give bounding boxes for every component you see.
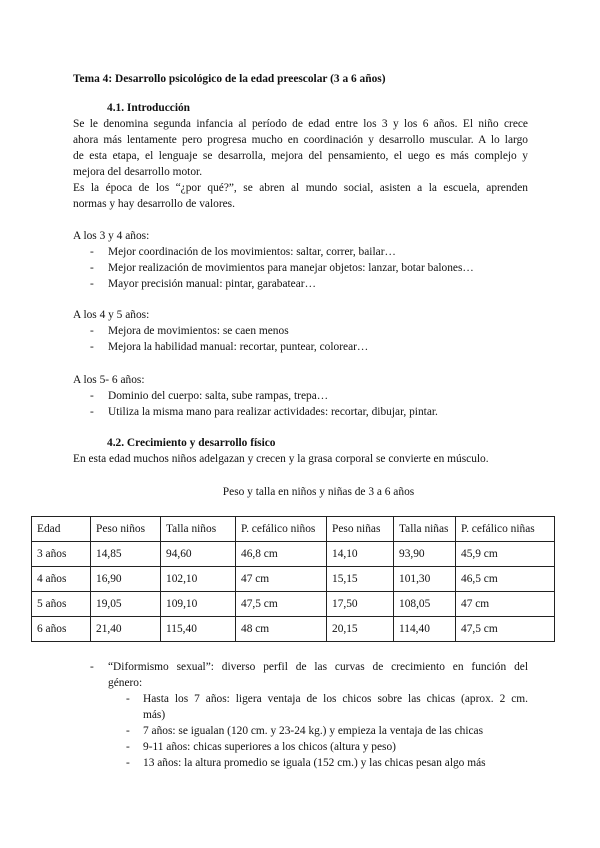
table-cell: 48 cm — [236, 617, 327, 642]
table-cell: 102,10 — [161, 567, 236, 592]
list-dash: - — [90, 262, 94, 274]
table-cell: 94,60 — [161, 542, 236, 567]
table-cell: 93,90 — [394, 542, 456, 567]
list-dash: - — [90, 246, 94, 258]
list-dash: - — [90, 325, 94, 337]
table-cell: 19,05 — [91, 592, 161, 617]
table-row — [32, 567, 555, 592]
growth-paragraph: En esta edad muchos niños adelgazan y crecen y la grasa corporal se convierte en músculo. — [73, 453, 489, 465]
table-cell: 21,40 — [91, 617, 161, 642]
list-item: Utiliza la misma mano para realizar actividades: recortar, dibujar, pintar. — [108, 406, 438, 418]
sublist-item: 13 años: la altura promedio se iguala (152 cm.) y las chicas pesan algo más — [143, 757, 486, 769]
sublist-item: 9-11 años: chicas superiores a los chicos (altura y peso) — [143, 741, 396, 753]
table-header-cell: Talla niñas — [394, 517, 456, 542]
table-header-row — [32, 517, 555, 542]
list-item: Mejora la habilidad manual: recortar, puntear, colorear… — [108, 341, 369, 353]
sublist-dash: - — [126, 693, 130, 705]
list-item: Mayor precisión manual: pintar, garabatear… — [108, 278, 316, 290]
table-cell: 101,30 — [394, 567, 456, 592]
table-cell: 47 cm — [456, 592, 555, 617]
table-cell: 47,5 cm — [236, 592, 327, 617]
table-header-cell: P. cefálico niñas — [456, 517, 555, 542]
table-cell: 4 años — [32, 567, 91, 592]
list-item-continuation: género: — [108, 677, 143, 689]
section-heading-crecimiento: 4.2. Crecimiento y desarrollo físico — [107, 437, 276, 449]
section-heading-introduccion: 4.1. Introducción — [107, 102, 191, 114]
table-cell: 3 años — [32, 542, 91, 567]
sublist-dash: - — [126, 757, 130, 769]
table-cell: 5 años — [32, 592, 91, 617]
table-header-cell: Talla niños — [161, 517, 236, 542]
table-caption: Peso y talla en niños y niñas de 3 a 6 años — [222, 486, 415, 498]
table-header-cell: Peso niñas — [327, 517, 394, 542]
list-item: Mejora de movimientos: se caen menos — [108, 325, 289, 337]
intro-paragraph-line: de esta etapa, el lenguaje se desarrolla, mejora del pensamiento, el uego es más complejo y — [73, 150, 528, 162]
sublist-dash: - — [126, 725, 130, 737]
table-cell: 109,10 — [161, 592, 236, 617]
table-cell: 115,40 — [161, 617, 236, 642]
table-cell: 17,50 — [327, 592, 394, 617]
list-dash: - — [90, 390, 94, 402]
table-cell: 46,5 cm — [456, 567, 555, 592]
sublist-item: 7 años: se igualan (120 cm. y 23-24 kg.) y empieza la ventaja de las chicas — [143, 725, 484, 737]
sublist-item-continuation: más) — [143, 709, 166, 721]
growth-table — [31, 516, 555, 642]
table-cell: 47,5 cm — [456, 617, 555, 642]
document-title: Tema 4: Desarrollo psicológico de la edad preescolar (3 a 6 años) — [73, 73, 386, 85]
table-cell: 108,05 — [394, 592, 456, 617]
table-cell: 47 cm — [236, 567, 327, 592]
intro-paragraph-line: mejora del desarrollo motor. — [73, 166, 203, 178]
table-cell: 16,90 — [91, 567, 161, 592]
list-dash: - — [90, 661, 94, 673]
sublist-item: Hasta los 7 años: ligera ventaja de los chicos sobre las chicas (aprox. 2 cm. — [143, 693, 528, 705]
table-cell: 46,8 cm — [236, 542, 327, 567]
list-dash: - — [90, 341, 94, 353]
list-item: “Diformismo sexual”: diverso perfil de las curvas de crecimiento en función del — [108, 661, 528, 673]
table-header-cell: Edad — [32, 517, 91, 542]
table-cell: 14,85 — [91, 542, 161, 567]
list-dash: - — [90, 278, 94, 290]
table-cell: 15,15 — [327, 567, 394, 592]
table-header-cell: P. cefálico niños — [236, 517, 327, 542]
list-item: Dominio del cuerpo: salta, sube rampas, trepa… — [108, 390, 329, 402]
table-row — [32, 592, 555, 617]
intro-paragraph-line: ahora más lentamente pero progresa mucho en coordinación y desarrollo muscular. A lo largo — [73, 134, 528, 146]
age-group-label: A los 3 y 4 años: — [73, 230, 150, 242]
table-row — [32, 617, 555, 642]
table-cell: 20,15 — [327, 617, 394, 642]
intro-paragraph-line: Se le denomina segunda infancia al período de edad entre los 3 y los 6 años. El niño crece — [73, 118, 528, 130]
list-dash: - — [90, 406, 94, 418]
table-header-cell: Peso niños — [91, 517, 161, 542]
table-cell: 45,9 cm — [456, 542, 555, 567]
list-item: Mejor realización de movimientos para manejar objetos: lanzar, botar balones… — [108, 262, 474, 274]
table-cell: 114,40 — [394, 617, 456, 642]
intro-paragraph-line: Es la época de los “¿por qué?”, se abren al mundo social, asisten a la escuela, aprenden — [73, 182, 528, 194]
table-cell: 14,10 — [327, 542, 394, 567]
age-group-label: A los 5- 6 años: — [73, 374, 145, 386]
table-row — [32, 542, 555, 567]
sublist-dash: - — [126, 741, 130, 753]
intro-paragraph-line: normas y hay desarrollo de valores. — [73, 198, 235, 210]
list-item: Mejor coordinación de los movimientos: saltar, correr, bailar… — [108, 246, 396, 258]
age-group-label: A los 4 y 5 años: — [73, 309, 150, 321]
table-cell: 6 años — [32, 617, 91, 642]
